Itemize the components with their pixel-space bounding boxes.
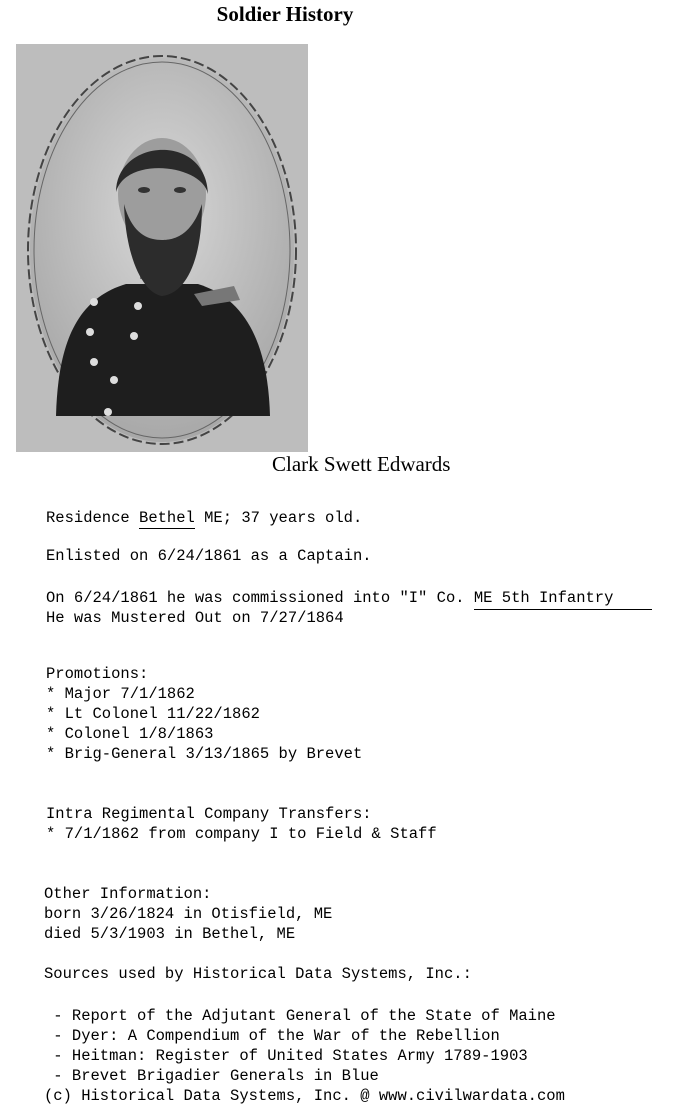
promotions-heading: Promotions: (46, 665, 149, 683)
list-item: * 7/1/1862 from company I to Field & Staff (46, 825, 437, 843)
enlisted-line: Enlisted on 6/24/1861 as a Captain. (46, 547, 372, 565)
list-item: - Heitman: Register of United States Army 1789-1903 (44, 1047, 528, 1065)
transfers-section (46, 804, 437, 844)
page-title: Soldier History (216, 2, 354, 26)
residence-town: Bethel (139, 509, 195, 527)
residence-line (46, 508, 362, 528)
soldier-name: Clark Swett Edwards (272, 452, 451, 476)
mustered-out-line: He was Mustered Out on 7/27/1864 (46, 609, 344, 627)
list-item: * Brig-General 3/13/1865 by Brevet (46, 745, 363, 763)
list-item: - Report of the Adjutant General of the State of Maine (44, 1007, 556, 1025)
list-item: * Major 7/1/1862 (46, 685, 195, 703)
sources-heading: Sources used by Historical Data Systems, Inc.: (44, 965, 472, 983)
copyright-line: (c) Historical Data Systems, Inc. @ www.civilwardata.com (44, 1087, 565, 1105)
residence-suffix: ME; 37 years old. (194, 509, 363, 527)
list-item: * Lt Colonel 11/22/1862 (46, 705, 260, 723)
list-item: - Brevet Brigadier Generals in Blue (44, 1067, 379, 1085)
commission-block (46, 588, 652, 628)
transfers-heading: Intra Regimental Company Transfers: (46, 805, 372, 823)
other-info-heading: Other Information: (44, 885, 212, 903)
sources-list (44, 1006, 565, 1106)
list-item: - Dyer: A Compendium of the War of the Rebellion (44, 1027, 500, 1045)
portrait-photo (16, 44, 308, 452)
residence-prefix: Residence (46, 509, 140, 527)
list-item: * Colonel 1/8/1863 (46, 725, 214, 743)
other-info-section (44, 884, 332, 944)
list-item: born 3/26/1824 in Otisfield, ME (44, 905, 333, 923)
promotions-section (46, 664, 362, 764)
commission-unit: ME 5th Infantry (474, 588, 652, 610)
commission-prefix: On 6/24/1861 he was commissioned into "I" Co. (46, 589, 474, 607)
list-item: died 5/3/1903 in Bethel, ME (44, 925, 296, 943)
